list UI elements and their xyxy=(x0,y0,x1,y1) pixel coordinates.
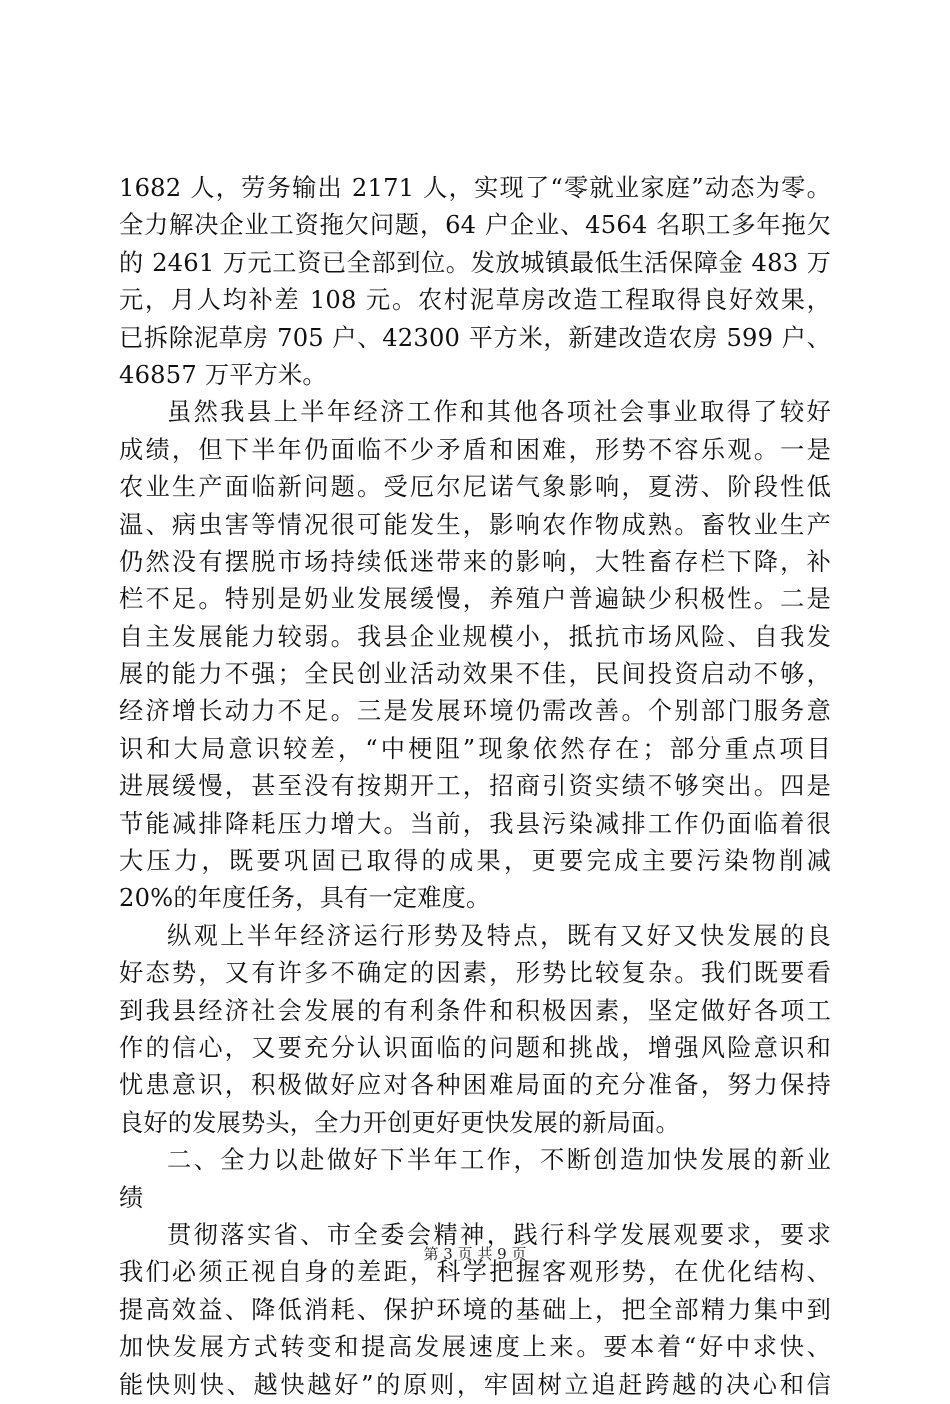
text-line: 仍然没有摆脱市场持续低迷带来的影响，大牲畜存栏下降，补 xyxy=(119,547,831,576)
text-line: 成绩，但下半年仍面临不少矛盾和困难，形势不容乐观。一是 xyxy=(119,435,831,464)
text-line: 的 2461 万元工资已全部到位。发放城镇最低生活保障金 483 万 xyxy=(119,248,831,277)
text-line: 1682 人，劳务输出 2171 人，实现了“零就业家庭”动态为零。 xyxy=(119,174,831,202)
text-line: 已拆除泥草房 705 户、42300 平方米，新建改造农房 599 户、 xyxy=(119,323,831,352)
text-line: 大压力，既要巩固已取得的成果，更要完成主要污染物削减 xyxy=(119,847,831,876)
text-line: 加快发展方式转变和提高发展速度上来。要本着“好中求快、 xyxy=(119,1333,831,1362)
text-line: 自主发展能力较弱。我县企业规模小，抵抗市场风险、自我发 xyxy=(119,622,831,651)
text-line: 作的信心，又要充分认识面临的问题和挑战，增强风险意识和 xyxy=(119,1033,831,1062)
text-line: 温、病虫害等情况很可能发生，影响农作物成熟。畜牧业生产 xyxy=(119,510,831,539)
text-line: 二、全力以赴做好下半年工作，不断创造加快发展的新业 xyxy=(167,1146,831,1175)
text-line: 能快则快、越快越好”的原则，牢固树立追赶跨越的决心和信 xyxy=(119,1370,831,1399)
text-line: 经济增长动力不足。三是发展环境仍需改善。个别部门服务意 xyxy=(119,697,831,726)
text-line: 节能减排降耗压力增大。当前，我县污染减排工作仍面临着很 xyxy=(119,809,831,838)
page-footer: 第 3 页 共 9 页 xyxy=(423,1245,527,1263)
text-line: 识和大局意识较差，“中梗阻”现象依然存在；部分重点项目 xyxy=(119,734,831,763)
document-body xyxy=(119,170,831,1404)
text-line: 到我县经济社会发展的有利条件和积极因素，坚定做好各项工 xyxy=(119,996,831,1025)
text-line: 虽然我县上半年经济工作和其他各项社会事业取得了较好 xyxy=(167,398,831,427)
text-line: 提高效益、降低消耗、保护环境的基础上，把全部精力集中到 xyxy=(119,1295,831,1324)
text-line: 展的能力不强；全民创业活动效果不佳，民间投资启动不够， xyxy=(119,660,831,689)
text-line: 栏不足。特别是奶业发展缓慢，养殖户普遍缺少积极性。二是 xyxy=(119,585,831,614)
text-line: 进展缓慢，甚至没有按期开工，招商引资实绩不够突出。四是 xyxy=(119,772,831,801)
text-line: 我们必须正视自身的差距，科学把握客观形势，在优化结构、 xyxy=(119,1258,831,1287)
text-line: 元，月人均补差 108 元。农村泥草房改造工程取得良好效果， xyxy=(119,286,831,315)
text-line: 贯彻落实省、市全委会精神，践行科学发展观要求，要求 xyxy=(167,1220,831,1249)
text-line: 农业生产面临新问题。受厄尔尼诺气象影响，夏涝、阶段性低 xyxy=(119,473,831,502)
text-line: 忧患意识，积极做好应对各种困难局面的充分准备，努力保持 xyxy=(119,1071,831,1100)
text-line: 全力解决企业工资拖欠问题，64 户企业、4564 名职工多年拖欠 xyxy=(119,211,831,240)
text-line: 纵观上半年经济运行形势及特点，既有又好又快发展的良 xyxy=(167,921,831,950)
text-line: 46857 万平方米。 xyxy=(119,360,327,389)
text-line: 良好的发展势头，全力开创更好更快发展的新局面。 xyxy=(119,1108,680,1137)
text-line: 绩 xyxy=(119,1183,144,1212)
text-line: 好态势，又有许多不确定的因素，形势比较复杂。我们既要看 xyxy=(119,959,831,988)
text-line: 20%的年度任务，具有一定难度。 xyxy=(119,884,491,913)
